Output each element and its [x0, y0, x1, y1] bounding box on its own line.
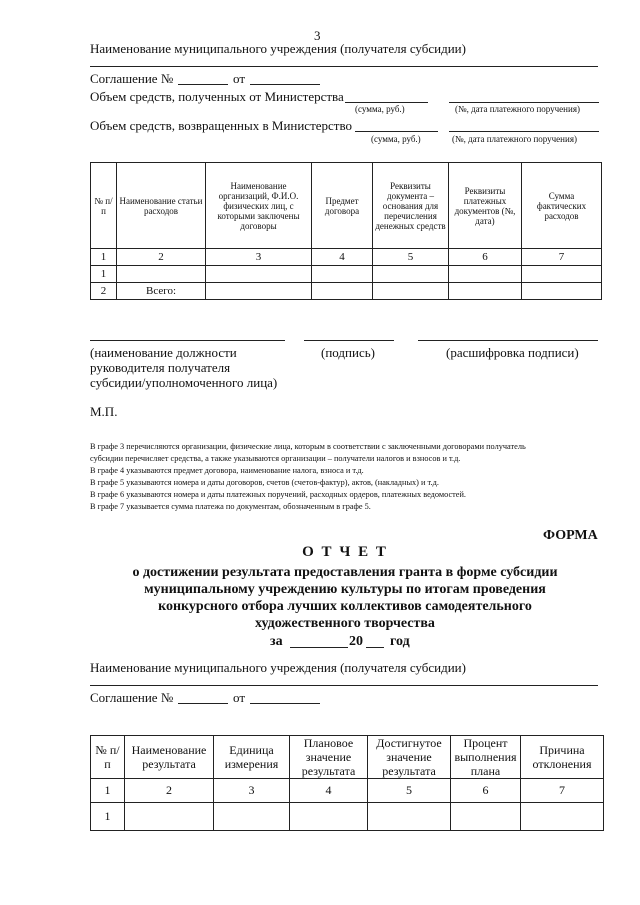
- form-agreement-date-line: [250, 703, 320, 704]
- table-cell: [451, 803, 521, 831]
- returned-sum-hint: (сумма, руб.): [371, 134, 421, 144]
- expenses-table: [90, 162, 602, 300]
- table-cell: [373, 266, 449, 283]
- col-header: Наименование результата: [125, 736, 214, 779]
- col-header: Процент выполнения плана: [451, 736, 521, 779]
- note-line: В графе 7 указывается сумма платежа по документам, обозначенным в графе 5.: [90, 502, 371, 511]
- period-mid: 20: [349, 634, 363, 649]
- col-header: Плановое значение результата: [290, 736, 368, 779]
- institution-line: [90, 66, 598, 67]
- table-cell: 5: [373, 249, 449, 266]
- period-prefix: за: [270, 634, 283, 649]
- form-agreement-label: Соглашение №: [90, 690, 174, 705]
- period-suffix: год: [390, 634, 410, 649]
- note-line: субсидии перечисляет средства, а также указываются организации – получатели налогов и взносов и т.д.: [90, 454, 461, 463]
- col-header: Наименование статьи расходов: [117, 163, 206, 249]
- col-header: Причина отклонения: [521, 736, 604, 779]
- table-row: [91, 266, 602, 283]
- page-number: 3: [314, 28, 321, 43]
- table-total-row: [91, 283, 602, 300]
- col-header: Реквизиты документа – основания для перечисления денежных средств: [373, 163, 449, 249]
- returned-label: Объем средств, возвращенных в Министерство: [90, 118, 353, 133]
- sign-line: [304, 340, 394, 341]
- subtitle-line: конкурсного отбора лучших коллективов самодеятельного: [158, 599, 532, 614]
- table-cell: [368, 803, 451, 831]
- col-header: Сумма фактических расходов: [522, 163, 602, 249]
- stamp-label: М.П.: [90, 404, 118, 419]
- subtitle-line: муниципальному учреждению культуры по итогам проведения: [144, 582, 546, 597]
- position-hint: (наименование должности: [90, 345, 237, 360]
- period-line: [290, 647, 348, 648]
- subtitle-line: художественного творчества: [255, 616, 435, 631]
- table-cell: [312, 283, 373, 300]
- col-header: Реквизиты платежных документов (№, дата): [449, 163, 522, 249]
- col-header: Достигнутое значение результата: [368, 736, 451, 779]
- table-cell: 3: [206, 249, 312, 266]
- table-cell: [449, 266, 522, 283]
- table-cell: [117, 266, 206, 283]
- received-label: Объем средств, полученных от Министерства: [90, 89, 344, 104]
- note-line: В графе 5 указываются номера и даты договоров, счетов (счетов-фактур), актов, (накладных) и т.д.: [90, 478, 439, 487]
- table-cell: 5: [368, 779, 451, 803]
- col-header: Предмет договора: [312, 163, 373, 249]
- position-hint-2: руководителя получателя: [90, 360, 231, 375]
- table-cell: 4: [312, 249, 373, 266]
- table-cell: Всего:: [117, 283, 206, 300]
- table-number-row: [91, 249, 602, 266]
- received-sum-hint: (сумма, руб.): [355, 104, 405, 114]
- table-cell: [206, 283, 312, 300]
- report-title: О Т Ч Е Т: [302, 544, 388, 560]
- table-cell: 7: [521, 779, 604, 803]
- institution-label: Наименование муниципального учреждения (получателя субсидии): [90, 41, 466, 56]
- sign-hint: (подпись): [321, 345, 375, 360]
- table-cell: 1: [91, 803, 125, 831]
- period-year-line: [366, 647, 384, 648]
- col-header: № п/п: [91, 163, 117, 249]
- form-institution-label: Наименование муниципального учреждения (получателя субсидии): [90, 660, 466, 675]
- table-cell: 3: [214, 779, 290, 803]
- note-line: В графе 3 перечисляются организации, физические лица, которым в соответствии с заключенными договорами получатель: [90, 442, 526, 451]
- agreement-date-line: [250, 84, 320, 85]
- decode-line: [418, 340, 598, 341]
- returned-payment-line: [449, 131, 599, 132]
- table-cell: [449, 283, 522, 300]
- received-payment-line: [449, 102, 599, 103]
- table-cell: 4: [290, 779, 368, 803]
- table-cell: [214, 803, 290, 831]
- table-number-row: [91, 779, 604, 803]
- table-row: [91, 803, 604, 831]
- table-cell: [312, 266, 373, 283]
- table-cell: 1: [91, 249, 117, 266]
- table-header-row: [91, 736, 604, 779]
- returned-payment-hint: (№, дата платежного поручения): [452, 134, 577, 144]
- note-line: В графе 6 указываются номера и даты платежных поручений, расходных ордеров, платежных ведомостей.: [90, 490, 466, 499]
- table-cell: 2: [125, 779, 214, 803]
- position-line: [90, 340, 285, 341]
- position-hint-3: субсидии/уполномоченного лица): [90, 375, 278, 390]
- form-label: ФОРМА: [543, 528, 598, 543]
- form-institution-line: [90, 685, 598, 686]
- table-cell: [521, 803, 604, 831]
- results-table: [90, 735, 604, 831]
- agreement-label: Соглашение №: [90, 71, 174, 86]
- table-header-row: [91, 163, 602, 249]
- received-payment-hint: (№, дата платежного поручения): [455, 104, 580, 114]
- table-cell: [522, 283, 602, 300]
- col-header: Наименование организаций, Ф.И.О. физических лиц, с которыми заключены договоры: [206, 163, 312, 249]
- table-cell: 2: [91, 283, 117, 300]
- decode-hint: (расшифровка подписи): [446, 345, 579, 360]
- table-cell: 6: [451, 779, 521, 803]
- agreement-from: от: [233, 71, 246, 86]
- agreement-number-line: [178, 84, 228, 85]
- table-cell: 1: [91, 266, 117, 283]
- note-line: В графе 4 указываются предмет договора, наименование налога, взноса и т.д.: [90, 466, 364, 475]
- table-cell: [373, 283, 449, 300]
- form-agreement-number-line: [178, 703, 228, 704]
- table-cell: 7: [522, 249, 602, 266]
- table-cell: 6: [449, 249, 522, 266]
- table-cell: [206, 266, 312, 283]
- report-subtitle: [90, 564, 600, 632]
- returned-sum-line: [355, 131, 438, 132]
- subtitle-line: о достижении результата предоставления гранта в форме субсидии: [132, 565, 558, 580]
- table-cell: [522, 266, 602, 283]
- col-header: Единица измерения: [214, 736, 290, 779]
- table-cell: 2: [117, 249, 206, 266]
- table-cell: 1: [91, 779, 125, 803]
- table-cell: [290, 803, 368, 831]
- received-sum-line: [345, 102, 428, 103]
- col-header: № п/п: [91, 736, 125, 779]
- form-agreement-from: от: [233, 690, 246, 705]
- table-cell: [125, 803, 214, 831]
- notes: [90, 441, 610, 513]
